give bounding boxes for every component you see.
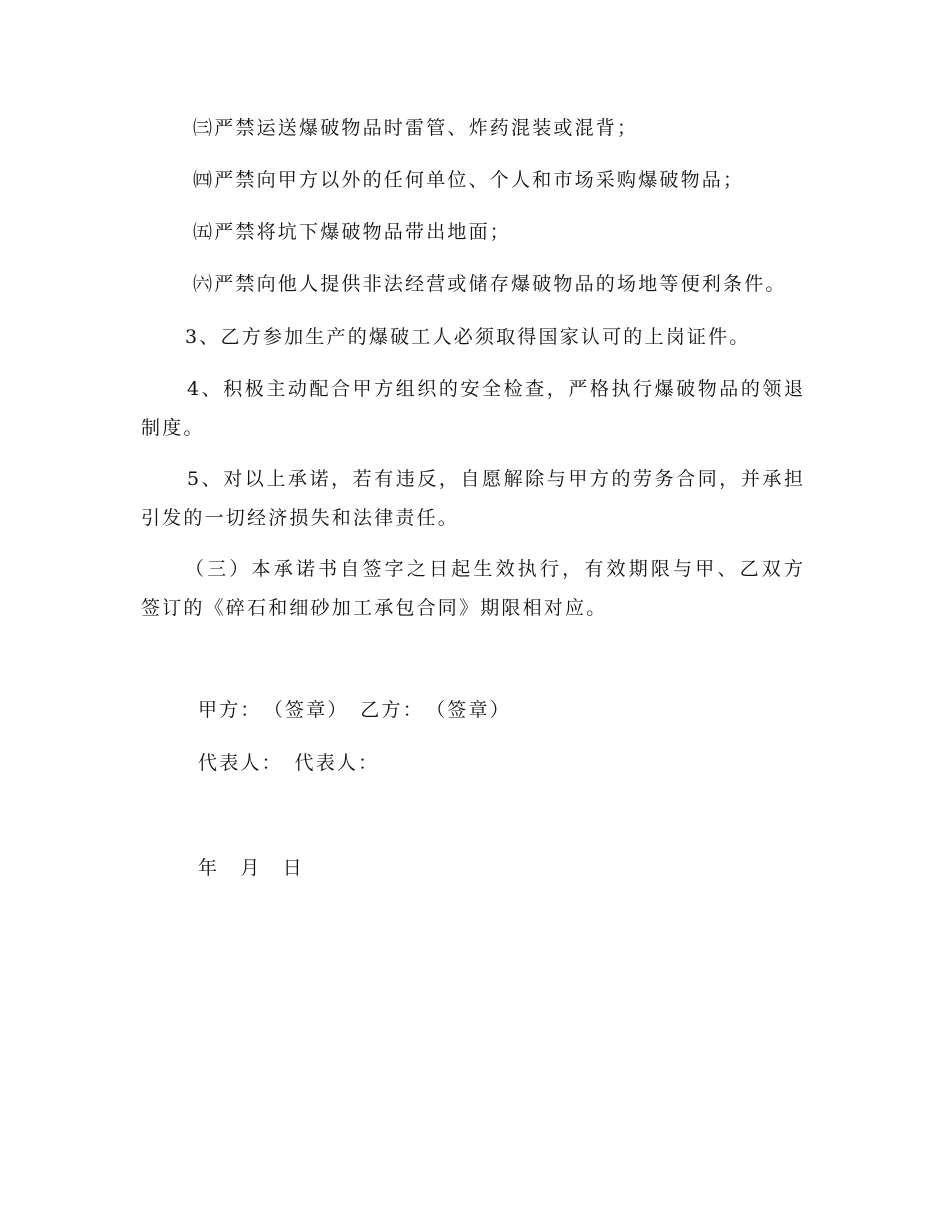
prohibition-item-6: ㈥严禁向他人提供非法经营或储存爆破物品的场地等便利条件。 bbox=[193, 273, 787, 295]
clause-4-line-1: 4、积极主动配合甲方组织的安全检查，严格执行爆破物品的领退 bbox=[187, 378, 803, 400]
clause-5-line-2: 引发的一切经济损失和法律责任。 bbox=[141, 507, 460, 529]
prohibition-item-5: ㈤严禁将坑下爆破物品带出地面； bbox=[193, 221, 512, 243]
signature-date: 年 月 日 bbox=[198, 857, 305, 879]
prohibition-item-4: ㈣严禁向甲方以外的任何单位、个人和市场采购爆破物品； bbox=[193, 169, 745, 191]
effective-line-2: 签订的《碎石和细砂加工承包合同》期限相对应。 bbox=[141, 597, 608, 619]
clause-3: 3、乙方参加生产的爆破工人必须取得国家认可的上岗证件。 bbox=[185, 326, 751, 348]
signature-parties: 甲方： （签章） 乙方： （签章） bbox=[198, 699, 511, 721]
effective-line-1: （三）本承诺书自签字之日起生效执行，有效期限与甲、乙双方 bbox=[185, 558, 803, 580]
signature-representatives: 代表人： 代表人： bbox=[198, 752, 380, 774]
prohibition-item-3: ㈢严禁运送爆破物品时雷管、炸药混装或混背； bbox=[193, 117, 639, 139]
clause-4-line-2: 制度。 bbox=[141, 417, 205, 439]
clause-5-line-1: 5、对以上承诺，若有违反，自愿解除与甲方的劳务合同，并承担 bbox=[187, 468, 803, 490]
